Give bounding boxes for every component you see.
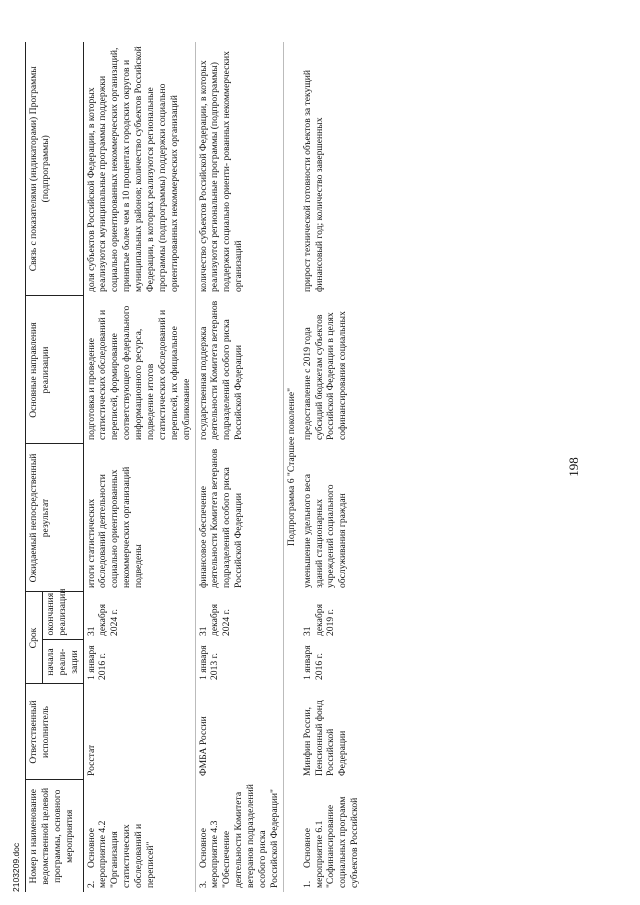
row-executor: Минфин России, Пенсионный фонд Российской Федерации [301,700,349,776]
table-row [300,42,363,892]
row-indicators: количество субъектов Российской Федерации, в которых реализуются региональные программы (подпрограммы) поддержки социально ориенти- рованных некоммерческих организаций [195,42,283,296]
row-start: 1 января 2016 г. [301,645,325,680]
row-result: финансовое обеспечение деятельности Комитета ветеранов подразделений особого риска Российской Федерации [195,444,283,592]
header-start: начала реали- зации [42,640,83,684]
subprogram-row [283,42,299,892]
row-name-cell [300,780,363,892]
header-executor: Ответственный исполнитель [26,684,84,780]
row-indicators: прирост технической готовности объектов за текущий финансовый год; количество завершенных [301,70,325,292]
row-number: 1. [301,880,313,888]
row-result: уменьшение удельного веса зданий стационарных учреждений социального обслуживания граждан [301,473,349,588]
row-name-cell [83,780,195,892]
row-directions: подготовка и проведение статистических обследований и переписей, формирование соответствующего федерального информационного ресурса, подведение итогов статистических обследований и переписей, их официальное опубликование [83,296,195,444]
row-end: 31 декабря 2019 г. [301,603,337,636]
header-srok: Срок [26,592,43,684]
row-result: итоги статистических обследований деятельности социально ориентированных некоммерческих организаций подведены [83,444,195,592]
program-table [25,42,363,892]
header-directions: Основные направления реализации [26,296,84,444]
row-executor: Росстат [83,684,195,780]
row-name: Основное мероприятие 6.1 "Софинансирование социальных программ субъектов Российской [301,796,361,888]
row-directions: предоставление с 2019 года субсидий бюджетам субъектов Российской Федерации в целях софинансирования социальных [301,311,349,440]
row-start: 1 января 2013 г. [195,640,283,684]
row-end: 31 декабря 2024 г. [195,592,283,640]
header-result: Ожидаемый непосредственный результат [26,444,84,592]
table-row [83,42,195,892]
row-executor: ФМБА России [195,684,283,780]
table-row [195,42,283,892]
rotated-landscape-page [11,42,585,892]
row-indicators: доля субъектов Российской Федерации, в которых реализуются муниципальные программы поддержки социально ориентированных некоммерческих организаций, принятые более чем в 10 процентах городских округов и муниципальных районов; количество субъектов Российской Федерации, в которых реализуются региональные программы (подпрограммы) поддержки социально ориентированных некоммерческих организаций [83,42,195,296]
row-start: 1 января 2016 г. [83,640,195,684]
row-name-cell [195,780,283,892]
row-name: Основное мероприятие 4.2 "Организация статистических обследований и переписей" [85,820,157,888]
header-program-name: Номер и наименование ведомственной целевой программы, основного мероприятия [26,780,84,892]
row-end: 31 декабря 2024 г. [83,592,195,640]
page-number: 198 [566,457,581,477]
document-id: 2103209.doc [11,842,21,892]
header-end: окончания реализации [42,592,83,640]
row-number: 3. [197,880,209,888]
subprogram-title: Подпрограмма 6 "Старшее поколение" [285,387,297,547]
row-number: 2. [85,880,97,888]
row-name: Основное мероприятие 4.3 "Обеспечение деятельности Комитета ветеранов подразделений особого риска Российской Федерации" [197,784,280,888]
header-indicators: Связь с показателями (индикаторами) Программы (подпрограммы) [26,42,84,296]
row-directions: государственная поддержка деятельности Комитета ветеранов подразделений особого риска Российской Федерации [195,296,283,444]
